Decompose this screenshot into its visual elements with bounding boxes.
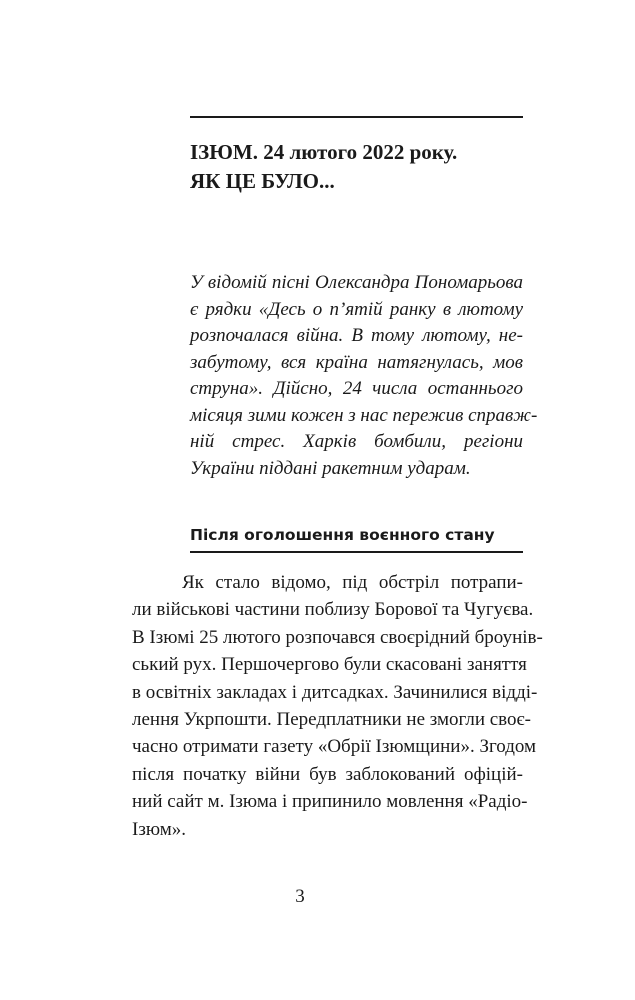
- body-line: часно отримати газету «Обрії Ізюмщини». Згодом: [132, 736, 537, 758]
- body-line: ський рух. Першочергово були скасовані заняття: [132, 654, 527, 676]
- body-line: лення Укрпошти. Передплатники не змогли своє-: [132, 709, 531, 731]
- top-divider: [190, 116, 523, 118]
- chapter-title-line: ЯК ЦЕ БУЛО...: [190, 169, 335, 193]
- epigraph-line: місяця зими кожен з нас пережив справж-: [190, 404, 538, 426]
- body-line: Ізюм».: [132, 818, 187, 840]
- body-line: Як стало відомо, під обстріл потрапи-: [182, 572, 523, 593]
- body-line: ли військові частини поблизу Борової та Чугуєва.: [132, 599, 534, 621]
- epigraph-line: У відомій пісні Олександра Пономарьова: [190, 272, 523, 293]
- section-heading: Після оголошення воєнного стану: [190, 526, 495, 544]
- chapter-title: [190, 138, 530, 196]
- epigraph: [190, 270, 538, 482]
- section-divider: [190, 551, 523, 553]
- epigraph-line: струна». Дійсно, 24 числа останнього: [190, 378, 523, 399]
- epigraph-line: України піддані ракетним ударам.: [190, 457, 471, 479]
- body-line: в освітніх закладах і дитсадках. Зачинилися відді-: [132, 681, 538, 703]
- epigraph-line: є рядки «Десь о п’ятій ранку в лютому: [190, 298, 523, 320]
- body-line: ний сайт м. Ізюма і припинило мовлення «Радіо-: [132, 791, 528, 813]
- body-paragraph: [132, 569, 543, 843]
- epigraph-line: ній стрес. Харків бомбили, регіони: [190, 431, 523, 452]
- page-number: 3: [295, 886, 305, 907]
- epigraph-line: розпочалася війна. В тому лютому, не-: [190, 325, 523, 346]
- chapter-title-line: ІЗЮМ. 24 лютого 2022 року.: [190, 140, 458, 164]
- body-line: В Ізюмі 25 лютого розпочався своєрідний броунів-: [132, 626, 543, 648]
- epigraph-line: забутому, вся країна натягнулась, мов: [190, 351, 523, 373]
- body-line: після початку війни був заблокований офіцій-: [132, 763, 523, 785]
